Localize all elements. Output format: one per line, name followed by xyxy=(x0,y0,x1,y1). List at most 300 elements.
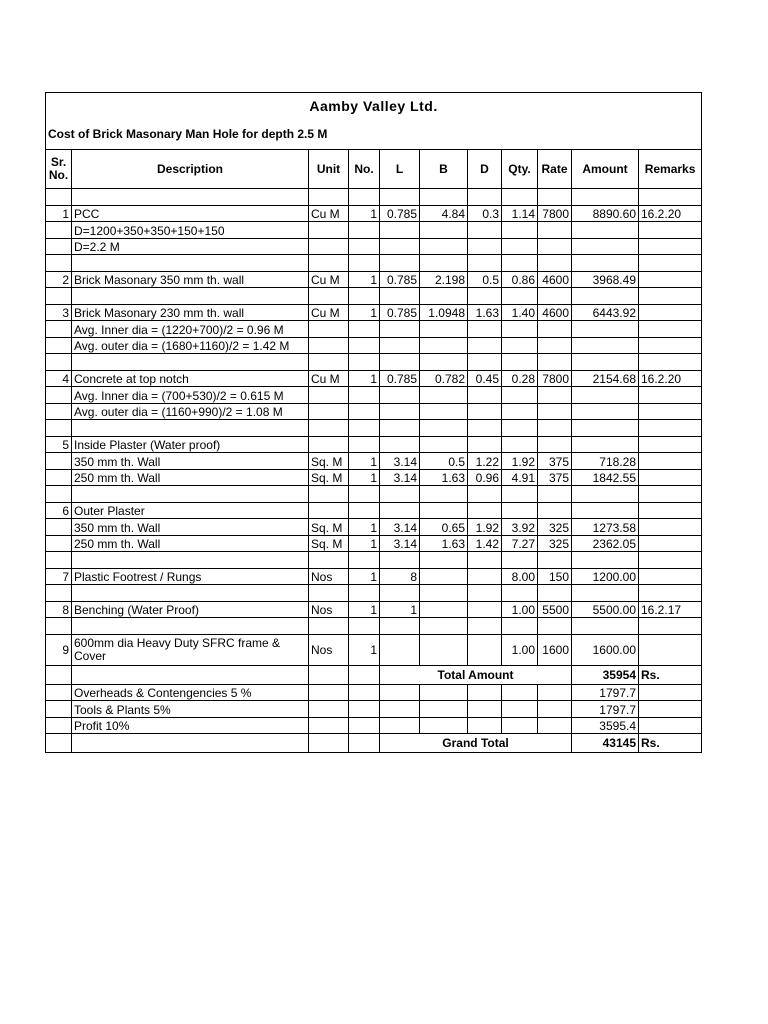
cell-remarks: 16.2.17 xyxy=(639,601,702,618)
cell-empty xyxy=(572,337,639,354)
cell-empty xyxy=(639,618,702,635)
cell-empty xyxy=(468,189,502,206)
cell-empty xyxy=(639,354,702,371)
cell-empty xyxy=(72,552,309,569)
cell-empty xyxy=(639,486,702,503)
cell-empty xyxy=(639,469,702,486)
cell-empty xyxy=(468,354,502,371)
cell-empty xyxy=(502,238,538,255)
cell-empty xyxy=(572,502,639,519)
cell-no: 1 xyxy=(349,469,380,486)
cell-empty xyxy=(538,354,572,371)
table-row xyxy=(46,634,702,665)
cell-empty xyxy=(468,618,502,635)
cell-l: 8 xyxy=(380,568,420,585)
cell-sr: 3 xyxy=(46,304,72,321)
cell-empty xyxy=(309,618,349,635)
cell-empty xyxy=(309,734,349,753)
cell-empty xyxy=(538,238,572,255)
cell-empty xyxy=(468,601,502,618)
cell-d: 1.63 xyxy=(468,304,502,321)
cell-l: 3.14 xyxy=(380,469,420,486)
header-amount: Amount xyxy=(572,150,639,189)
cell-empty xyxy=(420,255,468,272)
cell-amount: 2154.68 xyxy=(572,370,639,387)
cell-empty xyxy=(46,684,72,701)
cell-empty xyxy=(468,436,502,453)
cell-empty xyxy=(420,684,468,701)
cell-empty xyxy=(639,255,702,272)
cell-empty xyxy=(538,436,572,453)
cell-empty xyxy=(502,387,538,404)
total-amount: 35954 xyxy=(572,665,639,684)
cell-b: 4.84 xyxy=(420,205,468,222)
cell-empty xyxy=(380,436,420,453)
cell-empty xyxy=(538,321,572,338)
header-b: B xyxy=(420,150,468,189)
cell-empty xyxy=(420,288,468,305)
total-amount: 43145 xyxy=(572,734,639,753)
cell-description: Brick Masonary 350 mm th. wall xyxy=(72,271,309,288)
cell-empty xyxy=(72,618,309,635)
cell-b: 1.63 xyxy=(420,469,468,486)
cell-empty xyxy=(309,222,349,239)
total-label: Grand Total xyxy=(380,734,572,753)
header-remarks: Remarks xyxy=(639,150,702,189)
cell-amount: 3595.4 xyxy=(572,717,639,734)
cell-empty xyxy=(46,420,72,437)
cell-empty xyxy=(309,387,349,404)
cell-description: Inside Plaster (Water proof) xyxy=(72,436,309,453)
cell-empty xyxy=(538,288,572,305)
cell-empty xyxy=(502,717,538,734)
cell-empty xyxy=(639,337,702,354)
cell-empty xyxy=(502,420,538,437)
cell-empty xyxy=(349,403,380,420)
cell-empty xyxy=(309,403,349,420)
cell-empty xyxy=(639,502,702,519)
cell-empty xyxy=(309,189,349,206)
cell-empty xyxy=(309,684,349,701)
total-row xyxy=(46,665,702,684)
cell-sr: 1 xyxy=(46,205,72,222)
cell-empty xyxy=(72,189,309,206)
cell-empty xyxy=(420,601,468,618)
cell-empty xyxy=(538,337,572,354)
cell-qty: 0.28 xyxy=(502,370,538,387)
cell-empty xyxy=(468,337,502,354)
cell-description: 250 mm th. Wall xyxy=(72,535,309,552)
cell-empty xyxy=(572,403,639,420)
cell-empty xyxy=(502,618,538,635)
cell-d: 1.22 xyxy=(468,453,502,470)
cell-empty xyxy=(420,238,468,255)
cell-no: 1 xyxy=(349,634,380,665)
cell-empty xyxy=(639,304,702,321)
cell-empty xyxy=(420,568,468,585)
cell-qty: 1.00 xyxy=(502,634,538,665)
cell-empty xyxy=(639,701,702,718)
header-description: Description xyxy=(72,150,309,189)
cell-empty xyxy=(420,387,468,404)
cell-rate: 375 xyxy=(538,453,572,470)
cell-l: 3.14 xyxy=(380,519,420,536)
cell-empty xyxy=(639,271,702,288)
cell-empty xyxy=(380,354,420,371)
cell-empty xyxy=(502,288,538,305)
cell-amount: 1200.00 xyxy=(572,568,639,585)
cell-empty xyxy=(46,717,72,734)
cell-empty xyxy=(502,222,538,239)
cell-empty xyxy=(502,337,538,354)
cell-empty xyxy=(502,354,538,371)
table-row xyxy=(46,337,702,354)
cell-empty xyxy=(420,321,468,338)
cell-empty xyxy=(349,321,380,338)
blank-row xyxy=(46,255,702,272)
table-row xyxy=(46,304,702,321)
cell-empty xyxy=(349,288,380,305)
cell-empty xyxy=(72,585,309,602)
cell-empty xyxy=(349,387,380,404)
table-row xyxy=(46,535,702,552)
cell-empty xyxy=(46,535,72,552)
cell-description: Profit 10% xyxy=(72,717,309,734)
cell-l: 3.14 xyxy=(380,535,420,552)
cell-d: 0.96 xyxy=(468,469,502,486)
cell-l: 1 xyxy=(380,601,420,618)
table-row xyxy=(46,205,702,222)
cell-empty xyxy=(502,321,538,338)
cell-empty xyxy=(572,238,639,255)
cell-empty xyxy=(46,486,72,503)
cell-d: 0.45 xyxy=(468,370,502,387)
table-row xyxy=(46,701,702,718)
cell-empty xyxy=(572,618,639,635)
cell-empty xyxy=(380,701,420,718)
cell-description: PCC xyxy=(72,205,309,222)
cell-description: Avg. outer dia = (1680+1160)/2 = 1.42 M xyxy=(72,337,309,354)
cell-rate: 325 xyxy=(538,519,572,536)
cell-sr: 4 xyxy=(46,370,72,387)
cell-empty xyxy=(639,403,702,420)
cell-empty xyxy=(46,665,72,684)
cell-empty xyxy=(468,238,502,255)
cell-empty xyxy=(420,420,468,437)
cell-empty xyxy=(349,552,380,569)
cell-qty: 4.91 xyxy=(502,469,538,486)
cell-b: 1.0948 xyxy=(420,304,468,321)
cell-empty xyxy=(639,717,702,734)
cell-empty xyxy=(572,288,639,305)
table-row xyxy=(46,469,702,486)
table-row xyxy=(46,370,702,387)
cell-unit: Cu M xyxy=(309,304,349,321)
cell-amount: 3968.49 xyxy=(572,271,639,288)
cell-empty xyxy=(46,354,72,371)
cell-empty xyxy=(538,717,572,734)
header-l: L xyxy=(380,150,420,189)
cell-no: 1 xyxy=(349,601,380,618)
cell-d: 0.3 xyxy=(468,205,502,222)
cell-empty xyxy=(639,189,702,206)
cell-empty xyxy=(468,684,502,701)
cell-empty xyxy=(502,436,538,453)
cell-empty xyxy=(46,321,72,338)
cell-empty xyxy=(309,552,349,569)
cell-empty xyxy=(639,634,702,665)
cell-empty xyxy=(72,734,309,753)
cell-empty xyxy=(639,222,702,239)
cell-empty xyxy=(639,568,702,585)
cell-empty xyxy=(538,486,572,503)
cell-qty: 8.00 xyxy=(502,568,538,585)
cell-empty xyxy=(572,387,639,404)
blank-row xyxy=(46,618,702,635)
cell-empty xyxy=(572,552,639,569)
table-row xyxy=(46,403,702,420)
cell-sr: 9 xyxy=(46,634,72,665)
blank-row xyxy=(46,288,702,305)
cell-b: 1.63 xyxy=(420,535,468,552)
header-row xyxy=(46,150,702,189)
cell-empty xyxy=(639,684,702,701)
header-no: No. xyxy=(349,150,380,189)
cell-empty xyxy=(468,634,502,665)
cell-empty xyxy=(420,337,468,354)
cell-qty: 3.92 xyxy=(502,519,538,536)
cell-amount: 5500.00 xyxy=(572,601,639,618)
table-row xyxy=(46,601,702,618)
table-row xyxy=(46,717,702,734)
cell-empty xyxy=(72,665,309,684)
cell-unit: Nos xyxy=(309,601,349,618)
cell-amount: 8890.60 xyxy=(572,205,639,222)
cell-description: Avg. Inner dia = (1220+700)/2 = 0.96 M xyxy=(72,321,309,338)
cell-empty xyxy=(468,420,502,437)
cell-no: 1 xyxy=(349,271,380,288)
table-row xyxy=(46,502,702,519)
cell-remarks: 16.2.20 xyxy=(639,205,702,222)
cell-empty xyxy=(468,585,502,602)
cell-b: 2.198 xyxy=(420,271,468,288)
cell-description: D=1200+350+350+150+150 xyxy=(72,222,309,239)
cell-empty xyxy=(46,255,72,272)
cell-rate: 4600 xyxy=(538,271,572,288)
table-row xyxy=(46,453,702,470)
cell-empty xyxy=(380,552,420,569)
cell-empty xyxy=(420,618,468,635)
company-title: Aamby Valley Ltd. xyxy=(46,93,702,120)
header-qty: Qty. xyxy=(502,150,538,189)
cell-empty xyxy=(309,717,349,734)
cell-description: 600mm dia Heavy Duty SFRC frame & Cover xyxy=(72,634,309,665)
cell-empty xyxy=(349,238,380,255)
table-row xyxy=(46,519,702,536)
cell-empty xyxy=(46,519,72,536)
cell-empty xyxy=(349,222,380,239)
cell-empty xyxy=(420,189,468,206)
cell-empty xyxy=(420,552,468,569)
cell-empty xyxy=(349,436,380,453)
cell-empty xyxy=(380,684,420,701)
cell-empty xyxy=(46,189,72,206)
cell-empty xyxy=(349,255,380,272)
cell-empty xyxy=(46,734,72,753)
cell-qty: 0.86 xyxy=(502,271,538,288)
cell-b: 0.5 xyxy=(420,453,468,470)
cell-empty xyxy=(502,701,538,718)
cell-empty xyxy=(420,701,468,718)
cell-unit: Nos xyxy=(309,634,349,665)
cell-empty xyxy=(46,585,72,602)
cell-empty xyxy=(502,486,538,503)
blank-row xyxy=(46,189,702,206)
total-currency: Rs. xyxy=(639,665,702,684)
cell-rate: 325 xyxy=(538,535,572,552)
cell-empty xyxy=(309,701,349,718)
cell-empty xyxy=(502,502,538,519)
cell-amount: 2362.05 xyxy=(572,535,639,552)
cell-qty: 7.27 xyxy=(502,535,538,552)
cell-qty: 1.14 xyxy=(502,205,538,222)
cell-empty xyxy=(468,387,502,404)
cell-sr: 8 xyxy=(46,601,72,618)
cell-empty xyxy=(46,222,72,239)
cell-empty xyxy=(380,486,420,503)
cell-empty xyxy=(420,436,468,453)
cell-empty xyxy=(538,618,572,635)
cell-l: 0.785 xyxy=(380,271,420,288)
cell-empty xyxy=(538,387,572,404)
cell-unit: Cu M xyxy=(309,205,349,222)
cell-empty xyxy=(349,684,380,701)
table-row xyxy=(46,387,702,404)
cell-empty xyxy=(502,255,538,272)
cell-amount: 1600.00 xyxy=(572,634,639,665)
cell-empty xyxy=(502,403,538,420)
cell-empty xyxy=(46,288,72,305)
cell-empty xyxy=(639,585,702,602)
cell-empty xyxy=(46,337,72,354)
cell-amount: 718.28 xyxy=(572,453,639,470)
cell-description: 350 mm th. Wall xyxy=(72,453,309,470)
blank-row xyxy=(46,486,702,503)
cell-empty xyxy=(72,354,309,371)
cell-empty xyxy=(309,502,349,519)
cell-empty xyxy=(572,255,639,272)
cell-empty xyxy=(349,486,380,503)
cell-empty xyxy=(349,618,380,635)
table-row xyxy=(46,684,702,701)
cell-empty xyxy=(380,288,420,305)
cell-empty xyxy=(502,585,538,602)
cell-empty xyxy=(309,337,349,354)
cell-description: Avg. outer dia = (1160+990)/2 = 1.08 M xyxy=(72,403,309,420)
cell-description: Outer Plaster xyxy=(72,502,309,519)
cell-empty xyxy=(72,255,309,272)
cell-empty xyxy=(468,552,502,569)
cell-empty xyxy=(349,717,380,734)
cell-rate: 150 xyxy=(538,568,572,585)
cell-rate: 1600 xyxy=(538,634,572,665)
cell-empty xyxy=(309,238,349,255)
cell-sr: 6 xyxy=(46,502,72,519)
cell-empty xyxy=(468,255,502,272)
cell-empty xyxy=(72,486,309,503)
cell-amount: 1797.7 xyxy=(572,701,639,718)
cell-empty xyxy=(46,453,72,470)
cell-empty xyxy=(380,238,420,255)
cell-empty xyxy=(349,734,380,753)
cell-empty xyxy=(468,701,502,718)
cell-empty xyxy=(309,436,349,453)
cell-empty xyxy=(538,403,572,420)
cell-qty: 1.92 xyxy=(502,453,538,470)
cell-empty xyxy=(46,403,72,420)
cell-empty xyxy=(538,222,572,239)
cell-empty xyxy=(639,420,702,437)
cell-description: Tools & Plants 5% xyxy=(72,701,309,718)
cell-empty xyxy=(538,684,572,701)
cell-empty xyxy=(349,665,380,684)
cell-no: 1 xyxy=(349,568,380,585)
cell-unit: Nos xyxy=(309,568,349,585)
cell-empty xyxy=(349,701,380,718)
cell-unit: Sq. M xyxy=(309,535,349,552)
cell-no: 1 xyxy=(349,453,380,470)
blank-row xyxy=(46,354,702,371)
cell-description: 250 mm th. Wall xyxy=(72,469,309,486)
cell-empty xyxy=(639,238,702,255)
cell-empty xyxy=(468,222,502,239)
cell-empty xyxy=(380,189,420,206)
cell-no: 1 xyxy=(349,205,380,222)
cell-d: 0.5 xyxy=(468,271,502,288)
cell-empty xyxy=(572,486,639,503)
cell-unit: Sq. M xyxy=(309,519,349,536)
cell-empty xyxy=(380,420,420,437)
blank-row xyxy=(46,420,702,437)
cell-l: 0.785 xyxy=(380,370,420,387)
total-row xyxy=(46,734,702,753)
sheet-subtitle: Cost of Brick Masonary Man Hole for depth 2.5 M xyxy=(46,119,702,150)
cell-empty xyxy=(572,420,639,437)
cell-empty xyxy=(349,420,380,437)
blank-row xyxy=(46,552,702,569)
cell-empty xyxy=(468,717,502,734)
cell-no: 1 xyxy=(349,535,380,552)
blank-row xyxy=(46,585,702,602)
cell-empty xyxy=(309,665,349,684)
cell-empty xyxy=(468,502,502,519)
header-unit: Unit xyxy=(309,150,349,189)
cell-rate: 375 xyxy=(538,469,572,486)
cell-empty xyxy=(420,634,468,665)
cell-empty xyxy=(309,321,349,338)
table-row xyxy=(46,238,702,255)
table-row xyxy=(46,271,702,288)
cell-empty xyxy=(309,420,349,437)
cell-empty xyxy=(380,321,420,338)
cell-empty xyxy=(538,502,572,519)
cell-empty xyxy=(572,354,639,371)
cell-empty xyxy=(380,222,420,239)
table-row xyxy=(46,222,702,239)
cell-rate: 7800 xyxy=(538,370,572,387)
cell-empty xyxy=(72,288,309,305)
cell-l: 0.785 xyxy=(380,304,420,321)
